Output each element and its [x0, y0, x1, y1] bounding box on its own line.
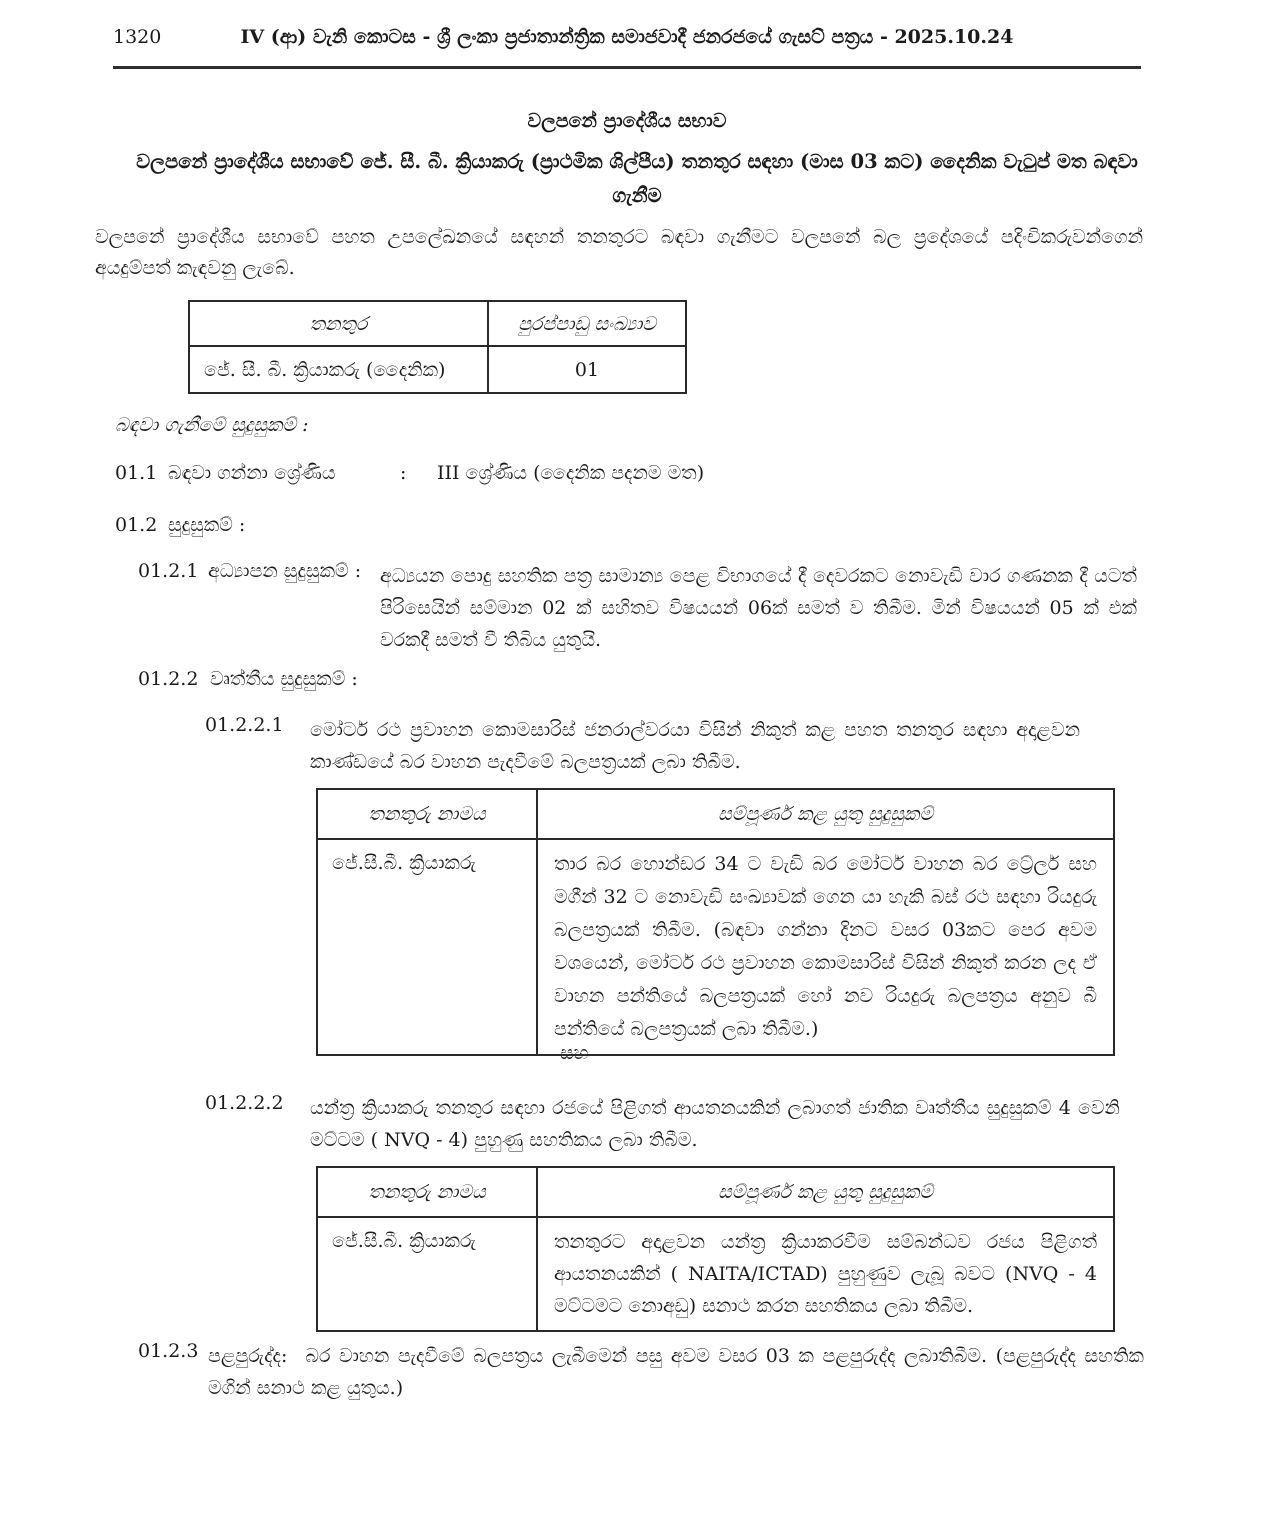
section-01-2-2-number: 01.2.2: [138, 668, 199, 690]
section-01-2-1-label: අධ්‍යාපන සුදුසුකම් :: [208, 560, 362, 582]
license-table-row: [317, 839, 1114, 1055]
nvq-cell-position: ජේ.සී.බී. ක්‍රියාකරු: [317, 1217, 537, 1331]
section-01-1-number: 01.1: [115, 462, 158, 484]
vacancy-header-count: පුරප්පාඩු සංඛ්‍යාව: [488, 301, 686, 346]
conjunction-text: සහ: [560, 1042, 589, 1064]
section-01-1-value: III ශ්‍රේණිය (දෛනික පදනම මත): [437, 462, 705, 484]
section-01-2-2-2-text: යන්ත්‍ර ක්‍රියාකරු තනතුර සඳහා රජයේ පිළිගත් ආයතනයකින් ලබාගත් ජාතික වෘත්තීය සුදුසුකම් 4 වෙනි මට්ටම ( NVQ - 4) පුහුණු සහතිකය ලබා තිබීම.: [310, 1097, 1120, 1151]
section-01-2-3-label: පළපුරුද්ද:: [208, 1345, 288, 1367]
license-table-header-row: [317, 789, 1114, 839]
header-rule: [113, 66, 1141, 69]
section-01-2-2-2-number: 01.2.2.2: [205, 1092, 284, 1114]
vacancy-table: [188, 300, 687, 394]
page-number: 1320: [113, 26, 162, 48]
vacancy-table-header-row: [189, 301, 686, 346]
section-01-2-label: සුදුසුකම් :: [168, 514, 246, 536]
vacancy-cell-count: 01: [488, 346, 686, 393]
vacancy-table-row: [189, 346, 686, 393]
section-01-2-number: 01.2: [115, 514, 158, 536]
license-header-position: තනතුරු නාමය: [317, 789, 537, 839]
section-01-2-1-text: අධ්‍යයන පොදු සහතික පත්‍ර සාමාන්‍ය පෙළ විභාගයේ දී දෙවරකට නොවැඩි වාර ගණනක දී යටත් පිරිසෙයින් සම්මාන 02 ක් සහිතව විෂයයන් 06ක් සමත් ව තිබීම. මින් විෂයයන් 05 ක් එක් වරකදී සමත් වී තිබිය යුතුයි.: [380, 565, 1137, 651]
section-01-2-3-content: [208, 1340, 1144, 1404]
qualifications-heading: බඳවා ගැනීමේ සුදුසුකම් :: [115, 414, 309, 436]
running-header: IV (ආ) වැනි කොටස - ශ්‍රී ලංකා ප්‍රජාතාන්ත්‍රික සමාජවාදී ජනරජයේ ගැසට් පත්‍රය - 2025.10.24: [240, 26, 1014, 48]
section-01-2-1-number: 01.2.1: [138, 560, 199, 582]
nvq-header-qualification: සම්පූර්ණ කළ යුතු සුදුසුකම්: [537, 1167, 1114, 1217]
vacancy-cell-position: ජේ. සී. බී. ක්‍රියාකරු (දෛනික): [189, 346, 488, 393]
license-qualification-table: [316, 788, 1115, 1056]
section-01-2-3-text: බර වාහන පැදවීමේ බලපත්‍රය ලැබීමෙන් පසු අවම වසර 03 ක පළපුරුද්ද ලබාතිබීම. (පළපුරුද්ද සහතික මගින් සනාථ කළ යුතුය.): [208, 1345, 1144, 1399]
section-01-1-label: බඳවා ගන්නා ශ්‍රේණිය: [168, 462, 336, 484]
notice-subtitle: වලපනේ ප්‍රාදේශීය සභාවේ ජේ. සී. බී. ක්‍රියාකරු (ප්‍රාථමික ශිල්පීය) තනතුර සඳහා (මාස 03 කට) දෛනික වැටුප් මත බඳවා ගැනීම: [136, 150, 1138, 207]
section-01-2-2-1-number: 01.2.2.1: [205, 714, 284, 736]
nvq-table-row: [317, 1217, 1114, 1331]
nvq-cell-qualification: තනතුරට අදාළවන යන්ත්‍ර ක්‍රියාකරවීම සම්බන්ධව රජය පිළිගත් ආයතනයකින් ( NAITA/ICTAD) පුහුණුව ලැබූ බවට (NVQ - 4 මට්ටමට නොඅඩු) සනාථ කරන සහතිකය ලබා තිබීම.: [537, 1217, 1114, 1331]
section-01-2-3-number: 01.2.3: [138, 1340, 199, 1362]
nvq-qualification-table: [316, 1166, 1115, 1332]
nvq-header-position: තනතුරු නාමය: [317, 1167, 537, 1217]
notice-title: වලපනේ ප්‍රාදේශීය සභාව: [527, 110, 727, 132]
section-01-2-2-1-text: මෝටර් රථ ප්‍රවාහන කොමසාරිස් ජනරාල්වරයා විසින් නිකුත් කළ පහත තනතුර සඳහා අදාළවන කාණ්ඩයේ බර වාහන පැදවීමේ බලපත්‍රයක් ලබා තිබීම.: [310, 719, 1080, 773]
license-cell-qualification: තාර බර හොන්ඩර 34 ට වැඩි බර මෝටර් වාහන බර ට්‍රේලර් සහ මගීන් 32 ට නොවැඩි සංඛ්‍යාවක් ගෙන යා හැකි බස් රථ සඳහා රියදුරු බලපත්‍රයක් තිබීම. (බඳවා ගන්නා දිනට වසර 03කට පෙර අවම වශයෙන්, මෝටර් රථ ප්‍රවාහන කොමසාරිස් විසින් නිකුත් කරන ලද ඒ වාහන පන්තියේ බලපත්‍රයක් හෝ නව රියදුරු බලපත්‍රය අනුව බී පන්තියේ බලපත්‍රයක් ලබා තිබීම.): [537, 839, 1114, 1055]
section-01-1-colon: :: [400, 462, 407, 484]
license-header-qualification: සම්පූර්ණ කළ යුතු සුදුසුකම්: [537, 789, 1114, 839]
vacancy-header-position: තනතුර: [189, 301, 488, 346]
section-01-2-2-label: වෘත්තීය සුදුසුකම් :: [210, 668, 358, 690]
license-cell-position: ජේ.සී.බී. ක්‍රියාකරු: [317, 839, 537, 1055]
nvq-table-header-row: [317, 1167, 1114, 1217]
intro-paragraph: වලපනේ ප්‍රාදේශීය සභාවේ පහත උපලේඛනයේ සඳහන් තනතුරට බඳවා ගැනීමට වලපනේ බල ප්‍රදේශයේ පදිංචිකරුවන්ගෙන් අයදුම්පත් කැඳවනු ලැබේ.: [95, 226, 1143, 279]
